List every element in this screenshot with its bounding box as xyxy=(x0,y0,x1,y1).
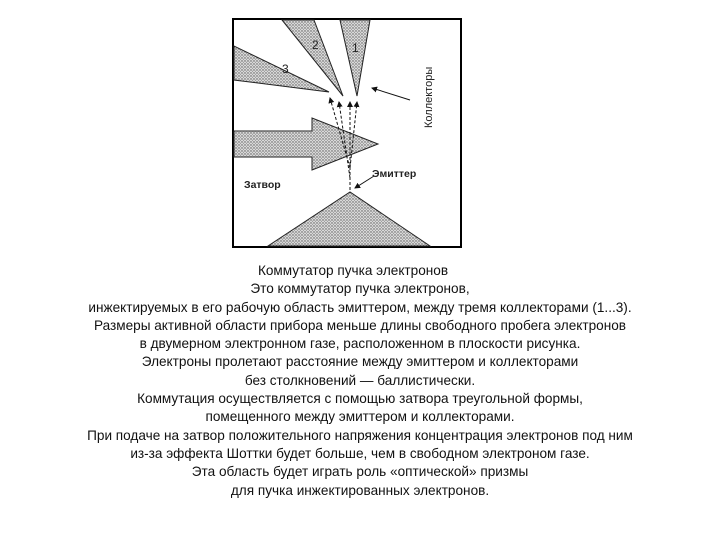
caption-line: помещенного между эмиттером и коллекторами. xyxy=(205,409,515,425)
caption-line: Это коммутатор пучка электронов, xyxy=(250,281,470,297)
device-diagram xyxy=(232,18,462,248)
gate-label: Затвор xyxy=(244,179,281,191)
caption-line: в двумерном электронном газе, расположенном в плоскости рисунка. xyxy=(139,336,581,352)
caption-title: Коммутатор пучка электронов xyxy=(257,263,449,278)
caption-line: При подаче на затвор положительного напряжения концентрация электронов под ним xyxy=(87,427,633,443)
caption-line: из-за эффекта Шоттки будет больше, чем в свободном электроном газе. xyxy=(130,445,590,461)
collector-3-number: 3 xyxy=(282,62,289,76)
caption-line: Коммутация осуществляется с помощью затвора треугольной формы, xyxy=(137,391,583,407)
emitter-label: Эмиттер xyxy=(372,168,417,180)
caption-line: без столкновений — баллистически. xyxy=(244,372,476,388)
caption-line: Размеры активной области прибора меньше длины свободного пробега электронов xyxy=(93,317,627,333)
collector-1-number: 1 xyxy=(352,41,359,55)
caption-line: инжектируемых в его рабочую область эмиттером, между тремя коллекторами (1...3). xyxy=(88,299,632,315)
caption-block xyxy=(20,262,700,500)
collector-2-number: 2 xyxy=(312,38,319,52)
caption-line: Электроны пролетают расстояние между эмиттером и коллекторами xyxy=(141,354,579,370)
device-diagram-svg xyxy=(232,18,462,248)
caption-line: Эта область будет играть роль «оптической» призмы xyxy=(191,464,529,480)
caption-line: для пучка инжектированных электронов. xyxy=(230,482,490,498)
collectors-label: Коллекторы xyxy=(423,66,435,128)
